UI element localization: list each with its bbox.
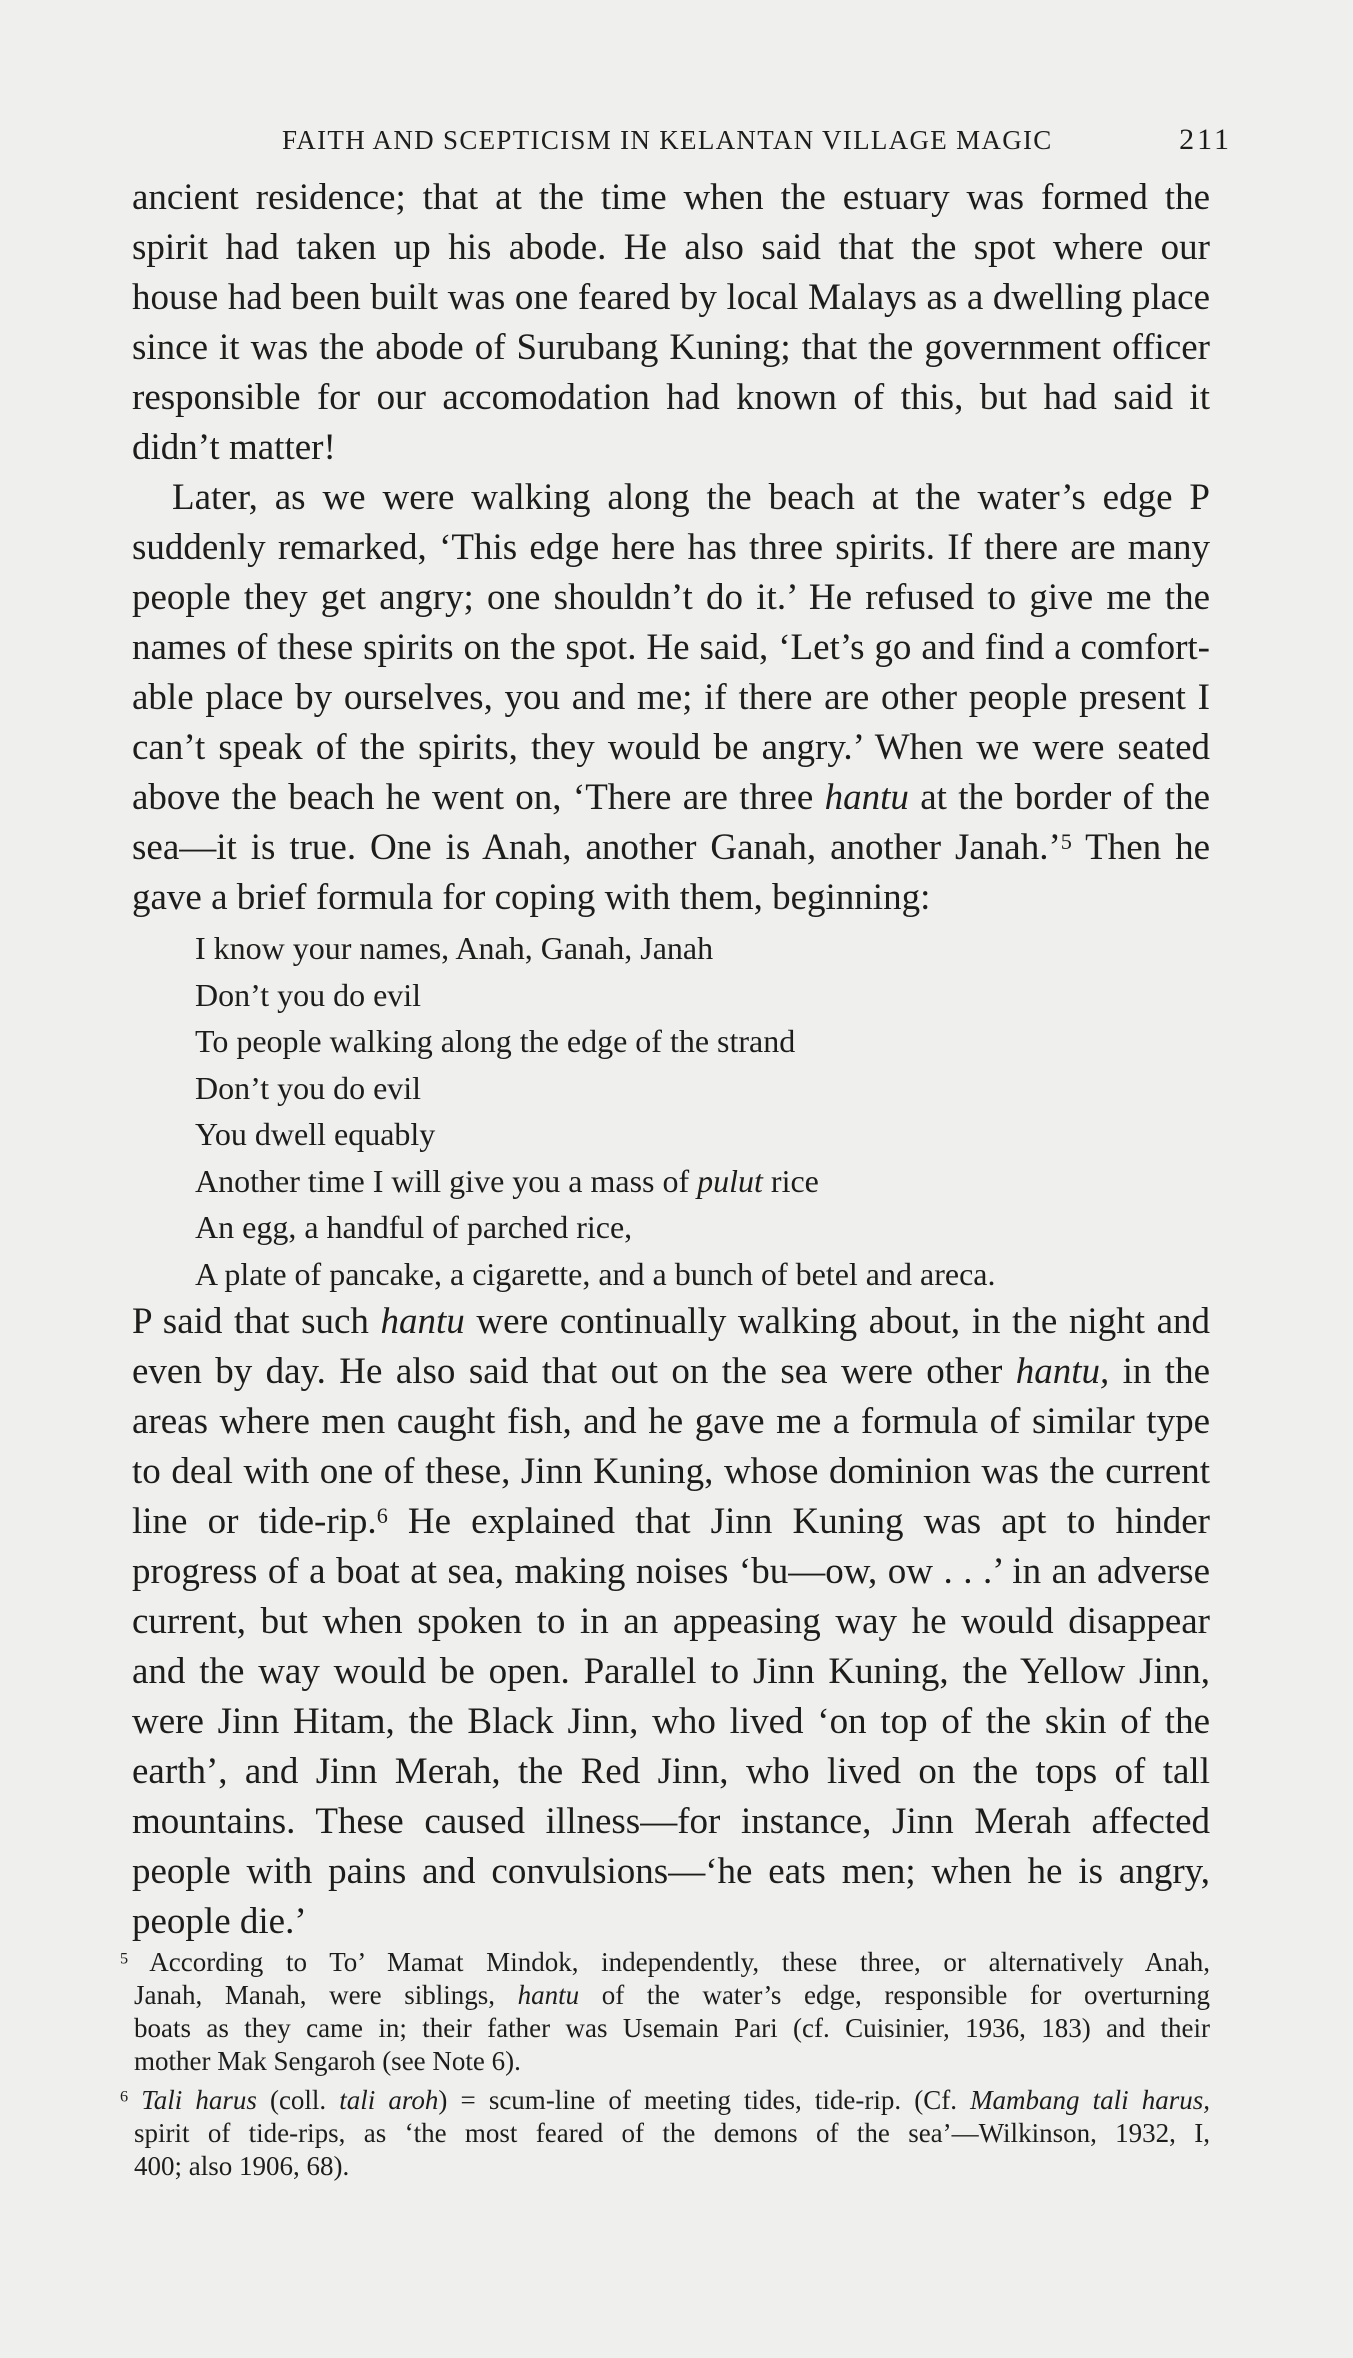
text-line: gave a brief formula for coping with them, beginning: <box>132 877 931 918</box>
text-segment: ) = scum-line of meeting tides, tide-rip. (Cf. <box>438 2085 971 2115</box>
text-line: progress of a boat at sea, making noises ‘bu—ow, ow . . .’ in an adverse <box>132 1551 1210 1592</box>
footnote-line <box>120 2084 1210 2117</box>
text-line: people they get angry; one shouldn’t do it.’ He refused to give me the <box>132 577 1210 618</box>
italic-term: Mambang tali harus, <box>970 2085 1211 2115</box>
text-line: can’t speak of the spirits, they would be angry.’ When we were seated <box>132 727 1210 768</box>
text-line: didn’t matter! <box>132 427 336 468</box>
text-line <box>132 823 1210 873</box>
text-line <box>132 1297 1210 1347</box>
italic-term: hantu <box>824 777 909 818</box>
footnote-mark: 5 <box>120 1949 129 1968</box>
text-segment: in the <box>1109 1351 1211 1392</box>
text-segment: even by day. He also said that out on the sea were other <box>132 1351 1016 1392</box>
footnote-ref: 5 <box>1060 829 1072 855</box>
footnote-line: spirit of tide-rips, as ‘the most feared of the demons of the sea’—Wilkinson, 1932, I, <box>134 2118 1210 2148</box>
text-line: were Jinn Hitam, the Black Jinn, who lived ‘on top of the skin of the <box>132 1701 1210 1742</box>
text-segment: Another time I will give you a mass of <box>195 1162 698 1199</box>
text-segment: He explained that Jinn Kuning was apt to hinder <box>387 1501 1210 1542</box>
text-segment: Janah, Manah, were siblings, <box>134 1980 518 2010</box>
footnote-line: boats as they came in; their father was Usemain Pari (cf. Cuisinier, 1936, 183) and their <box>134 2013 1210 2043</box>
text-line: areas where men caught fish, and he gave me a formula of similar type <box>132 1401 1210 1442</box>
verse-line: You dwell equably <box>195 1116 436 1152</box>
text-line: Later, as we were walking along the beach at the water’s edge P <box>172 477 1210 518</box>
text-segment: (coll. <box>256 2085 340 2115</box>
verse-line: A plate of pancake, a cigarette, and a bunch of betel and areca. <box>195 1255 996 1292</box>
running-head <box>282 118 1232 162</box>
text-segment: P said that such <box>132 1301 381 1342</box>
text-segment: at the border of the <box>908 777 1210 818</box>
italic-term: tali aroh <box>339 2085 439 2115</box>
text-line: ancient residence; that at the time when the estuary was formed the <box>132 177 1210 218</box>
text-line <box>132 1497 1210 1547</box>
text-line: mountains. These caused illness—for instance, Jinn Merah affected <box>132 1801 1210 1842</box>
italic-term: hantu <box>380 1301 465 1342</box>
text-segment: of the water’s edge, responsible for overturning <box>579 1980 1210 2010</box>
text-line <box>132 773 1210 823</box>
footnote-ref: 6 <box>376 1503 388 1529</box>
body-text <box>132 173 1210 1947</box>
italic-term: pulut <box>697 1162 763 1199</box>
text-line: people die.’ <box>132 1901 307 1942</box>
verse-line: An egg, a handful of parched rice, <box>195 1209 633 1245</box>
text-segment: line or tide-rip. <box>132 1501 377 1542</box>
text-line: earth’, and Jinn Merah, the Red Jinn, who lived on the tops of tall <box>132 1751 1210 1792</box>
italic-term: Tali harus <box>141 2085 257 2115</box>
text-line: names of these spirits on the spot. He said, ‘Let’s go and find a comfort- <box>132 627 1210 668</box>
text-segment: Then he <box>1071 827 1211 868</box>
text-line: current, but when spoken to in an appeasing way he would disappear <box>132 1601 1210 1642</box>
text-line: suddenly remarked, ‘This edge here has three spirits. If there are many <box>132 527 1210 568</box>
text-line: house had been built was one feared by local Malays as a dwelling place <box>132 277 1210 318</box>
verse-line: I know your names, Anah, Ganah, Janah <box>195 930 714 966</box>
running-title: FAITH AND SCEPTICISM IN KELANTAN VILLAGE MAGIC <box>282 125 1053 155</box>
italic-term: hantu, <box>1015 1351 1110 1392</box>
text-segment: were continually walking about, in the night and <box>464 1301 1211 1342</box>
verse-line <box>132 1158 1210 1205</box>
italic-term: hantu <box>517 1980 580 2010</box>
footnote-line: 400; also 1906, 68). <box>134 2151 350 2181</box>
text-line: responsible for our accomodation had known of this, but had said it <box>132 377 1210 418</box>
text-segment: sea—it is true. One is Anah, another Ganah, another Janah.’ <box>132 827 1061 868</box>
verse-line: To people walking along the edge of the strand <box>195 1023 796 1059</box>
text-line <box>132 1347 1210 1397</box>
text-line: able place by ourselves, you and me; if there are other people present I <box>132 677 1210 718</box>
verse-line: Don’t you do evil <box>195 976 422 1013</box>
text-segment: rice <box>762 1162 819 1199</box>
footnotes <box>120 1946 1210 2183</box>
footnote-line <box>120 1979 1210 2012</box>
footnote-line <box>120 1946 1210 1979</box>
text-line: and the way would be open. Parallel to Jinn Kuning, the Yellow Jinn, <box>132 1651 1210 1692</box>
text-line: since it was the abode of Surubang Kuning; that the government officer <box>132 327 1210 368</box>
footnote-line: mother Mak Sengaroh (see Note 6). <box>134 2046 521 2076</box>
text-segment: According to To’ Mamat Mindok, independently, these three, or alternatively Anah, <box>128 1947 1210 1977</box>
text-line: spirit had taken up his abode. He also said that the spot where our <box>132 227 1210 268</box>
footnote-mark: 6 <box>120 2087 129 2106</box>
page-number: 211 <box>1179 123 1232 156</box>
text-line: people with pains and convulsions—‘he eats men; when he is angry, <box>132 1851 1210 1892</box>
text-line: to deal with one of these, Jinn Kuning, whose dominion was the current <box>132 1451 1210 1492</box>
verse-line: Don’t you do evil <box>195 1069 422 1106</box>
text-segment: above the beach he went on, ‘There are three <box>132 777 825 818</box>
